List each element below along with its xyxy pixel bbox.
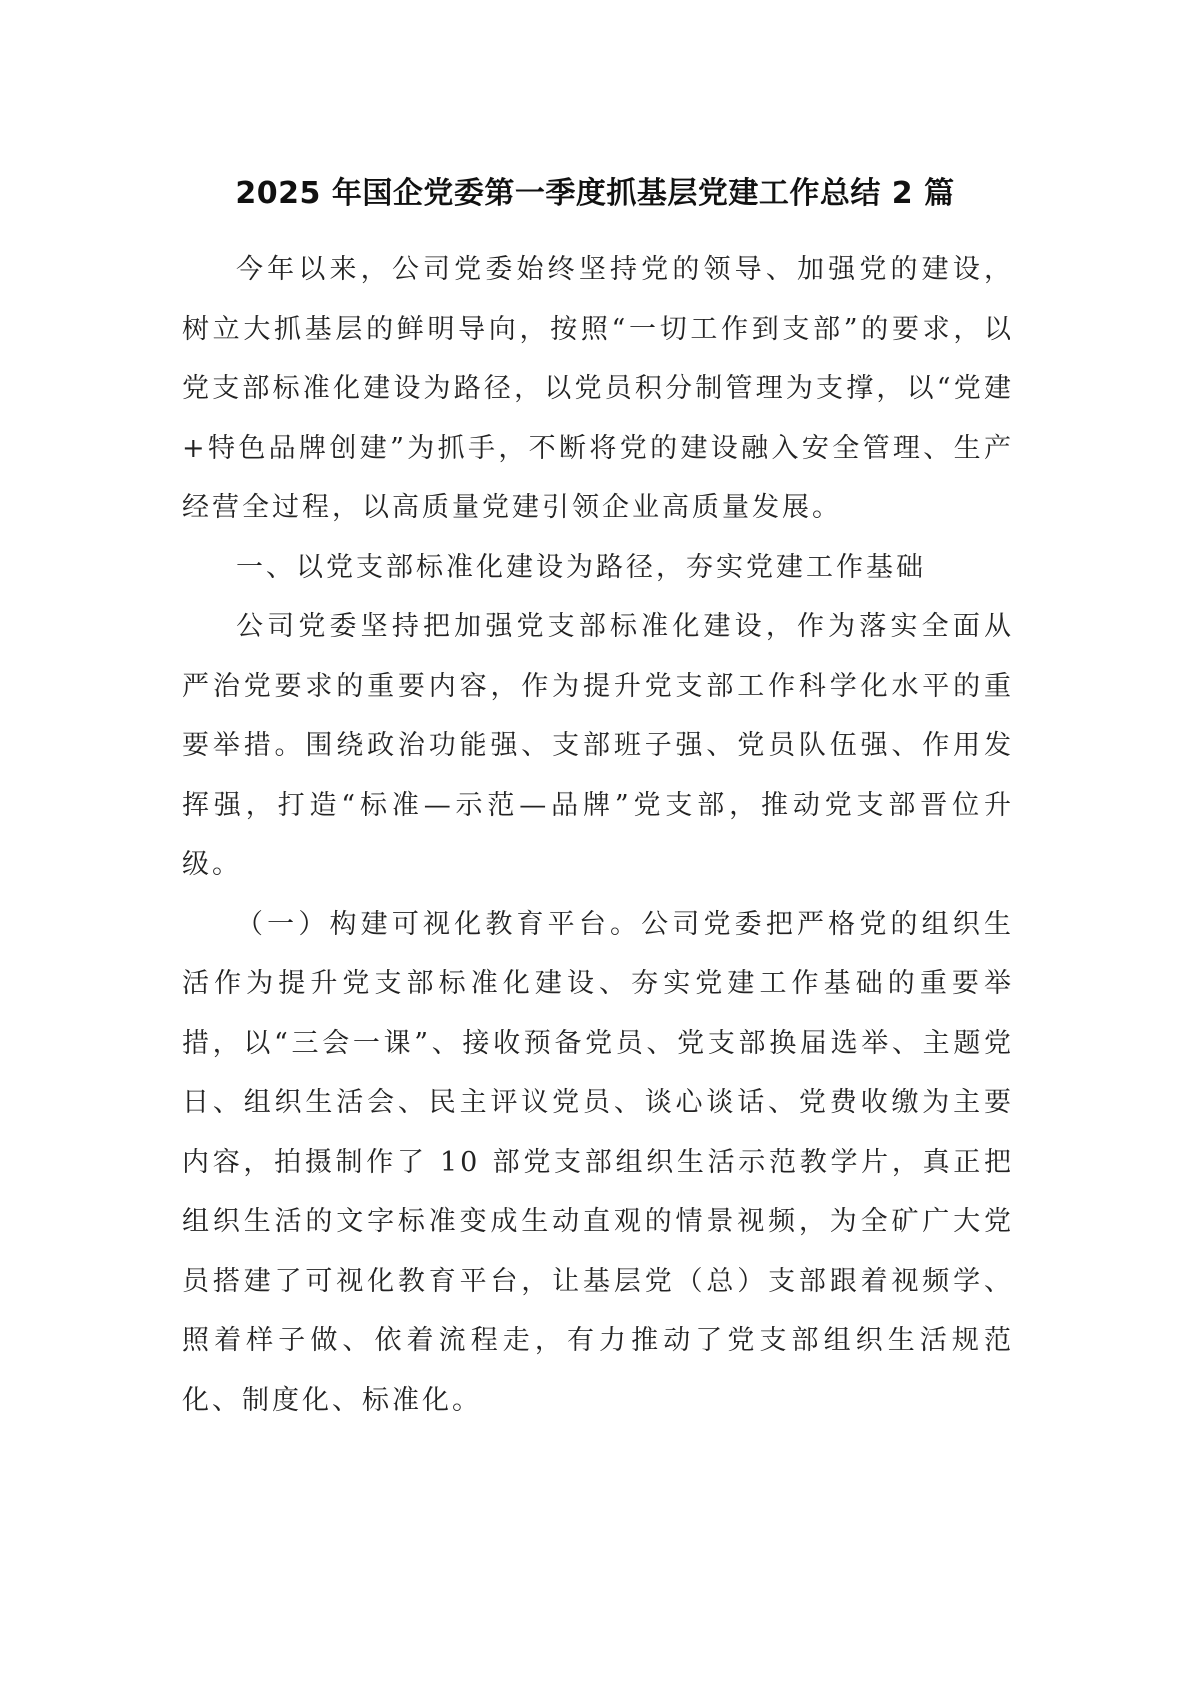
intro-paragraph: 今年以来，公司党委始终坚持党的领导、加强党的建设，树立大抓基层的鲜明导向，按照“一切工作到支部”的要求，以党支部标准化建设为路径，以党员积分制管理为支撑，以“党建+特色品牌创建”为抓手，不断将党的建设融入安全管理、生产经营全过程，以高质量党建引领企业高质量发展。 — [182, 254, 1014, 523]
document-body — [182, 240, 1014, 1430]
subsection-1-paragraph: （一）构建可视化教育平台。公司党委把严格党的组织生活作为提升党支部标准化建设、夯实党建工作基础的重要举措，以“三会一课”、接收预备党员、党支部换届选举、主题党日、组织生活会、民主评议党员、谈心谈话、党费收缴为主要内容，拍摄制作了 10 部党支部组织生活示范教学片，真正把组织生活的文字标准变成生动直观的情景视频，为全矿广大党员搭建了可视化教育平台，让基层党（总）支部跟着视频学、照着样子做、依着流程走，有力推动了党支部组织生活规范化、制度化、标准化。 — [182, 908, 1014, 1416]
section-1-paragraph: 公司党委坚持把加强党支部标准化建设，作为落实全面从严治党要求的重要内容，作为提升党支部工作科学化水平的重要举措。围绕政治功能强、支部班子强、党员队伍强、作用发挥强，打造“标准—示范—品牌”党支部，推动党支部晋位升级。 — [182, 611, 1014, 880]
section-heading-1: 一、以党支部标准化建设为路径，夯实党建工作基础 — [236, 551, 926, 583]
document-title: 2025 年国企党委第一季度抓基层党建工作总结 2 篇 — [235, 176, 955, 212]
